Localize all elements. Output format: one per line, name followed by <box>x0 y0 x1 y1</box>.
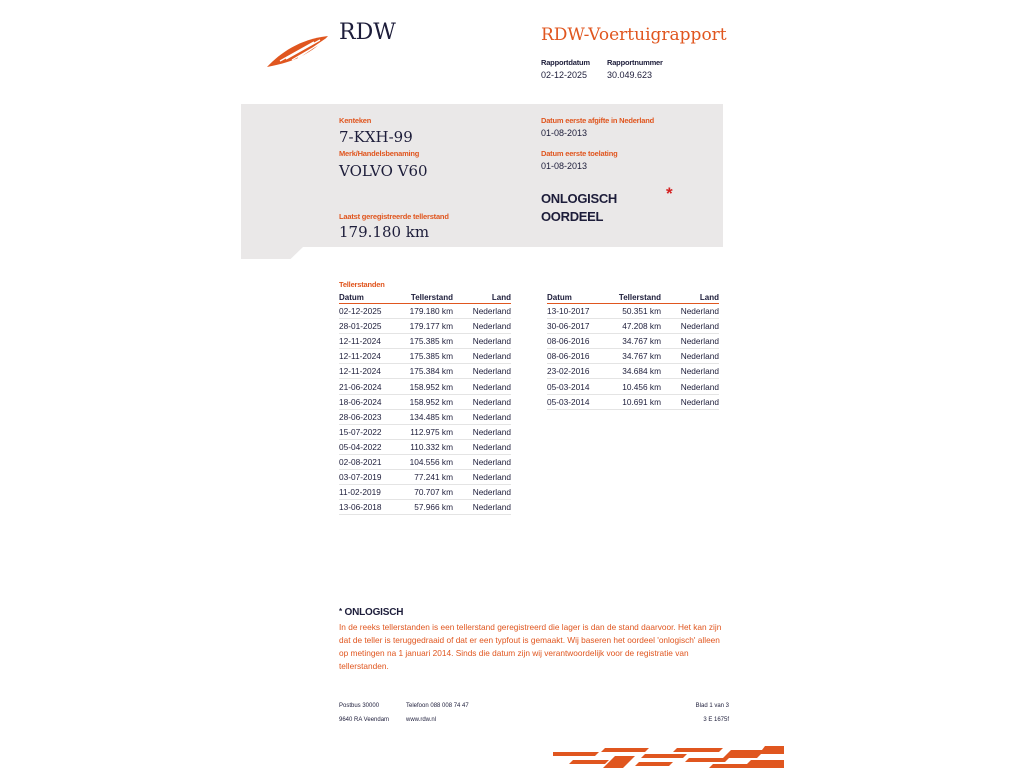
row-reading: 50.351 km <box>605 304 661 319</box>
row-date: 13-10-2017 <box>547 304 605 319</box>
first-issue-nl-label: Datum eerste afgifte in Nederland <box>541 116 655 125</box>
row-reading: 110.332 km <box>397 439 453 454</box>
table-row <box>547 364 719 379</box>
row-country: Nederland <box>453 364 511 379</box>
row-date: 08-06-2016 <box>547 349 605 364</box>
table-row <box>339 409 511 424</box>
panel-notch <box>241 247 303 259</box>
row-reading: 10.456 km <box>605 379 661 394</box>
col-reading-header: Tellerstand <box>605 292 661 304</box>
row-country: Nederland <box>453 500 511 515</box>
report-number-label: Rapportnummer <box>607 58 663 67</box>
col-country-header: Land <box>453 292 511 304</box>
row-date: 11-02-2019 <box>339 485 397 500</box>
row-date: 28-06-2023 <box>339 409 397 424</box>
table-row <box>339 394 511 409</box>
table-row <box>339 364 511 379</box>
row-reading: 175.384 km <box>397 364 453 379</box>
table-header-row <box>339 292 511 304</box>
table-row <box>547 394 719 409</box>
row-date: 05-03-2014 <box>547 394 605 409</box>
odometer-section-title: Tellerstanden <box>339 280 385 289</box>
row-country: Nederland <box>453 439 511 454</box>
make-value: VOLVO V60 <box>339 162 428 180</box>
row-country: Nederland <box>661 379 719 394</box>
last-odometer-value: 179.180 km <box>339 223 430 241</box>
odometer-table-right <box>547 292 719 410</box>
row-reading: 179.177 km <box>397 319 453 334</box>
make-label: Merk/Handelsbenaming <box>339 149 420 158</box>
row-date: 21-06-2024 <box>339 379 397 394</box>
row-country: Nederland <box>661 334 719 349</box>
row-reading: 10.691 km <box>605 394 661 409</box>
first-admission-value: 01-08-2013 <box>541 161 588 171</box>
rdw-logo <box>266 33 330 69</box>
row-date: 12-11-2024 <box>339 349 397 364</box>
table-row <box>339 334 511 349</box>
col-reading-header: Tellerstand <box>397 292 453 304</box>
row-reading: 77.241 km <box>397 470 453 485</box>
row-country: Nederland <box>453 334 511 349</box>
col-country-header: Land <box>661 292 719 304</box>
table-header-row <box>547 292 719 304</box>
footer-phone: Telefoon 088 008 74 47 <box>406 703 469 709</box>
row-reading: 179.180 km <box>397 304 453 319</box>
report-date-label: Rapportdatum <box>541 58 590 67</box>
table-row <box>547 319 719 334</box>
first-issue-nl-value: 01-08-2013 <box>541 128 588 138</box>
row-reading: 34.767 km <box>605 349 661 364</box>
brand-stripes-decoration <box>553 746 784 768</box>
verdict-line1: ONLOGISCH <box>541 191 618 206</box>
plate-value: 7-KXH-99 <box>339 128 413 146</box>
row-country: Nederland <box>453 394 511 409</box>
footnote-marker: * <box>339 607 342 616</box>
row-date: 23-02-2016 <box>547 364 605 379</box>
vehicle-info-panel <box>241 104 723 247</box>
table-row <box>339 304 511 319</box>
table-row <box>547 379 719 394</box>
row-country: Nederland <box>453 409 511 424</box>
stripes-graphic <box>553 746 784 768</box>
row-country: Nederland <box>453 349 511 364</box>
row-reading: 175.385 km <box>397 334 453 349</box>
row-date: 08-06-2016 <box>547 334 605 349</box>
report-number: 30.049.623 <box>607 70 653 80</box>
row-country: Nederland <box>453 424 511 439</box>
row-country: Nederland <box>453 304 511 319</box>
table-row <box>339 319 511 334</box>
row-date: 05-04-2022 <box>339 439 397 454</box>
row-country: Nederland <box>453 485 511 500</box>
first-admission-label: Datum eerste toelating <box>541 149 618 158</box>
feather-logo-icon <box>266 33 330 69</box>
row-date: 12-11-2024 <box>339 334 397 349</box>
logo-text: RDW <box>339 20 396 45</box>
row-reading: 47.208 km <box>605 319 661 334</box>
footnote-title <box>339 607 403 618</box>
table-row <box>547 304 719 319</box>
row-reading: 34.767 km <box>605 334 661 349</box>
plate-label: Kenteken <box>339 116 372 125</box>
table-row <box>339 454 511 469</box>
row-date: 18-06-2024 <box>339 394 397 409</box>
row-date: 02-12-2025 <box>339 304 397 319</box>
odometer-table-left <box>339 292 511 515</box>
row-reading: 175.385 km <box>397 349 453 364</box>
row-country: Nederland <box>661 349 719 364</box>
row-reading: 134.485 km <box>397 409 453 424</box>
row-country: Nederland <box>661 394 719 409</box>
footnote-title-text: ONLOGISCH <box>344 607 404 618</box>
row-reading: 158.952 km <box>397 379 453 394</box>
row-country: Nederland <box>453 470 511 485</box>
row-country: Nederland <box>453 454 511 469</box>
table-row <box>339 349 511 364</box>
row-country: Nederland <box>661 364 719 379</box>
footer-page-number: Blad 1 van 3 <box>695 703 729 709</box>
row-country: Nederland <box>453 319 511 334</box>
table-row <box>547 334 719 349</box>
report-date: 02-12-2025 <box>541 70 588 80</box>
row-reading: 70.707 km <box>397 485 453 500</box>
row-date: 03-07-2019 <box>339 470 397 485</box>
row-reading: 34.684 km <box>605 364 661 379</box>
footer-po-box: Postbus 30000 <box>339 703 380 709</box>
verdict-asterisk: * <box>666 184 673 203</box>
table-row <box>339 379 511 394</box>
row-reading: 112.975 km <box>397 424 453 439</box>
last-odometer-label: Laatst geregistreerde tellerstand <box>339 212 449 221</box>
footer-postal-city: 9640 RA Veendam <box>339 717 390 723</box>
table-row <box>547 349 719 364</box>
report-title: RDW-Voertuigrapport <box>541 25 727 45</box>
table-row <box>339 470 511 485</box>
verdict-line2: OORDEEL <box>541 209 604 224</box>
row-date: 12-11-2024 <box>339 364 397 379</box>
footer-code: 3 E 1675f <box>703 717 729 723</box>
footer-website[interactable]: www.rdw.nl <box>406 717 437 723</box>
table-row <box>339 439 511 454</box>
col-date-header: Datum <box>547 292 605 304</box>
row-date: 02-08-2021 <box>339 454 397 469</box>
row-country: Nederland <box>453 379 511 394</box>
row-reading: 158.952 km <box>397 394 453 409</box>
row-reading: 104.556 km <box>397 454 453 469</box>
table-row <box>339 500 511 515</box>
row-country: Nederland <box>661 304 719 319</box>
footnote-text: In de reeks tellerstanden is een tellerstand geregistreerd die lager is dan de stand daarvoor. Het kan zijn dat de teller is teruggedraaid of dat er een typfout is gemaakt. Wij baseren het oordeel 'onlogisch' alleen op metingen na 1 januari 2014. Sinds die datum zijn wij verantwoordelijk voor de registratie van tellerstanden. <box>339 622 722 671</box>
table-row <box>339 485 511 500</box>
row-reading: 57.966 km <box>397 500 453 515</box>
row-date: 28-01-2025 <box>339 319 397 334</box>
row-date: 30-06-2017 <box>547 319 605 334</box>
row-date: 15-07-2022 <box>339 424 397 439</box>
row-date: 13-06-2018 <box>339 500 397 515</box>
row-date: 05-03-2014 <box>547 379 605 394</box>
col-date-header: Datum <box>339 292 397 304</box>
row-country: Nederland <box>661 319 719 334</box>
table-row <box>339 424 511 439</box>
